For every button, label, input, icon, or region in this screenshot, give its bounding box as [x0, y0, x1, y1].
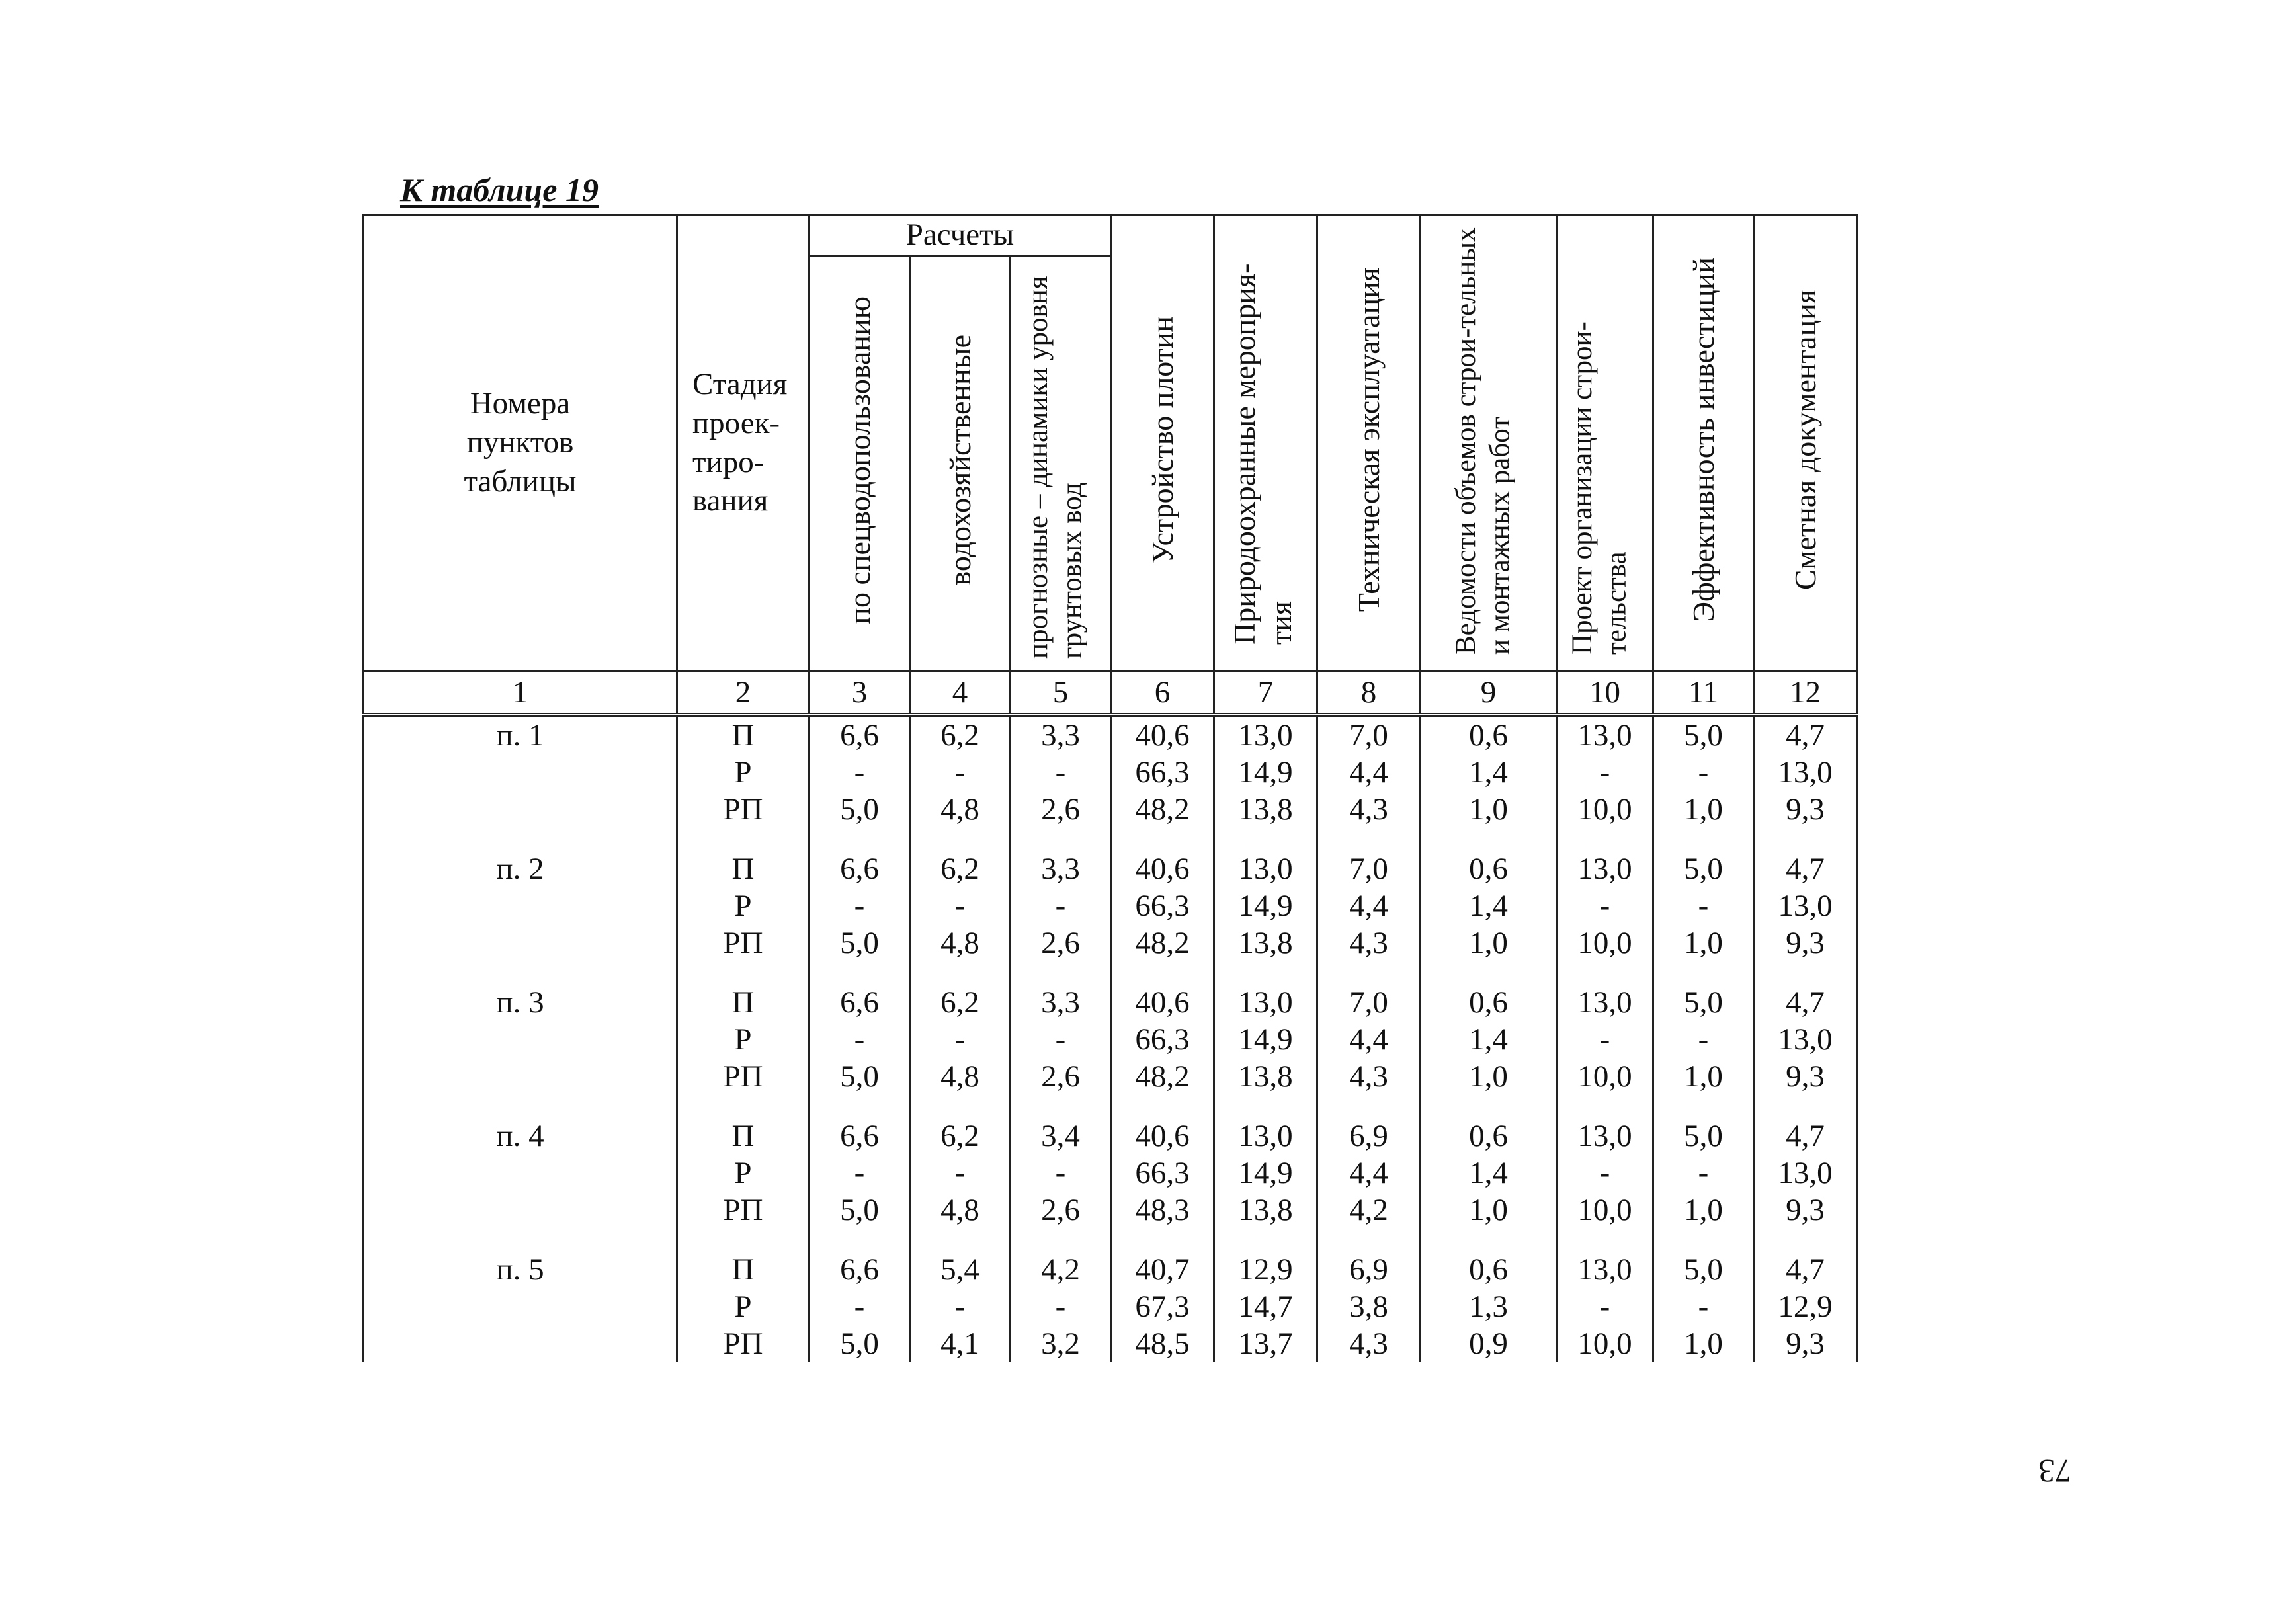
stage-cell: Р [677, 1155, 810, 1192]
stage-cell: Р [677, 754, 810, 791]
header-col1-line1: Номера [470, 386, 571, 421]
spacer-cell [1011, 1229, 1111, 1251]
column-number-11: 11 [1653, 671, 1754, 715]
value-cell: 2,6 [1011, 1058, 1111, 1095]
spacer-cell [1754, 961, 1857, 984]
value-cell: 3,3 [1011, 850, 1111, 887]
value-cell: 6,2 [910, 984, 1011, 1021]
table-row [364, 1325, 1857, 1362]
row-label: п. 2 [364, 850, 677, 887]
spacer-cell [1214, 961, 1317, 984]
value-cell: 4,4 [1317, 1021, 1421, 1058]
value-cell: 13,8 [1214, 924, 1317, 961]
header-col2-line4: вания [692, 483, 769, 518]
spacer-cell [677, 961, 810, 984]
value-cell: 3,2 [1011, 1325, 1111, 1362]
value-cell: 1,0 [1653, 791, 1754, 828]
page-number: 73 [2038, 1453, 2071, 1490]
value-cell: 66,3 [1111, 887, 1214, 924]
value-cell: 9,3 [1754, 1325, 1857, 1362]
value-cell: 2,6 [1011, 1192, 1111, 1229]
value-cell: 14,9 [1214, 1155, 1317, 1192]
value-cell: 13,0 [1214, 984, 1317, 1021]
value-cell: 4,2 [1317, 1192, 1421, 1229]
value-cell: - [1011, 887, 1111, 924]
header-col4: водохозяйственные [910, 256, 1011, 671]
value-cell: - [1653, 1155, 1754, 1192]
value-cell: - [1653, 887, 1754, 924]
row-label [364, 1021, 677, 1058]
value-cell: 13,0 [1214, 715, 1317, 754]
value-cell: - [910, 754, 1011, 791]
header-col2-line3: тиро- [692, 444, 765, 479]
column-number-1: 1 [364, 671, 677, 715]
value-cell: - [1011, 1021, 1111, 1058]
value-cell: 14,7 [1214, 1288, 1317, 1325]
column-number-8: 8 [1317, 671, 1421, 715]
spacer-cell [810, 961, 910, 984]
value-cell: 66,3 [1111, 754, 1214, 791]
value-cell: 5,0 [810, 791, 910, 828]
spacer-cell [810, 1229, 910, 1251]
group-spacer [364, 1229, 1857, 1251]
value-cell: 48,2 [1111, 791, 1214, 828]
value-cell: 13,0 [1754, 754, 1857, 791]
row-label [364, 887, 677, 924]
header-col2-line1: Стадия [692, 367, 788, 401]
header-col9: Ведомости объемов строи-тельных и монтажных работ [1421, 215, 1557, 671]
spacer-cell [1754, 1229, 1857, 1251]
value-cell: 14,9 [1214, 754, 1317, 791]
spacer-cell [810, 828, 910, 850]
value-cell: 13,8 [1214, 1058, 1317, 1095]
value-cell: - [810, 1155, 910, 1192]
value-cell: 1,3 [1421, 1288, 1557, 1325]
header-col1-text [364, 384, 676, 501]
header-group-calculations: Расчеты [810, 215, 1111, 256]
table-row [364, 1251, 1857, 1288]
spacer-cell [1421, 1095, 1557, 1117]
value-cell: - [910, 1288, 1011, 1325]
column-number-5: 5 [1011, 671, 1111, 715]
value-cell: - [1653, 1288, 1754, 1325]
table-row [364, 1117, 1857, 1155]
value-cell: 13,0 [1557, 1117, 1653, 1155]
value-cell: 6,6 [810, 1117, 910, 1155]
table-row [364, 715, 1857, 754]
value-cell: - [1653, 1021, 1754, 1058]
spacer-cell [1653, 1229, 1754, 1251]
value-cell: - [1557, 1155, 1653, 1192]
value-cell: 4,8 [910, 924, 1011, 961]
spacer-cell [1754, 1095, 1857, 1117]
value-cell: 67,3 [1111, 1288, 1214, 1325]
spacer-cell [364, 828, 677, 850]
value-cell: 13,0 [1754, 1155, 1857, 1192]
table-row [364, 1155, 1857, 1192]
spacer-cell [1557, 961, 1653, 984]
header-col11: Эффективность инвестиций [1653, 215, 1754, 671]
value-cell: 13,0 [1557, 850, 1653, 887]
value-cell: 6,9 [1317, 1251, 1421, 1288]
value-cell: 5,0 [1653, 850, 1754, 887]
value-cell: 10,0 [1557, 1058, 1653, 1095]
header-col5: прогнозные – динамики уровня грунтовых вод [1011, 256, 1111, 671]
value-cell: 40,7 [1111, 1251, 1214, 1288]
column-number-10: 10 [1557, 671, 1653, 715]
spacer-cell [1214, 1095, 1317, 1117]
row-label [364, 1058, 677, 1095]
spacer-cell [1011, 828, 1111, 850]
row-label [364, 1288, 677, 1325]
spacer-cell [364, 1095, 677, 1117]
value-cell: - [1011, 754, 1111, 791]
column-number-6: 6 [1111, 671, 1214, 715]
spacer-cell [1111, 1229, 1214, 1251]
stage-cell: П [677, 984, 810, 1021]
value-cell: 4,7 [1754, 984, 1857, 1021]
table-row [364, 924, 1857, 961]
row-label: п. 3 [364, 984, 677, 1021]
value-cell: 13,0 [1214, 850, 1317, 887]
value-cell: - [810, 1021, 910, 1058]
value-cell: 10,0 [1557, 1325, 1653, 1362]
value-cell: 10,0 [1557, 791, 1653, 828]
value-cell: 0,9 [1421, 1325, 1557, 1362]
value-cell: 3,3 [1011, 715, 1111, 754]
value-cell: 4,7 [1754, 1117, 1857, 1155]
column-number-3: 3 [810, 671, 910, 715]
spacer-cell [1421, 961, 1557, 984]
value-cell: 1,4 [1421, 754, 1557, 791]
value-cell: 9,3 [1754, 791, 1857, 828]
spacer-cell [1011, 961, 1111, 984]
header-stage [677, 215, 810, 671]
column-number-row [364, 671, 1857, 715]
row-label [364, 924, 677, 961]
spacer-cell [1317, 828, 1421, 850]
value-cell: 40,6 [1111, 715, 1214, 754]
spacer-cell [1111, 961, 1214, 984]
spacer-cell [1754, 828, 1857, 850]
value-cell: 2,6 [1011, 924, 1111, 961]
value-cell: 1,0 [1421, 1192, 1557, 1229]
spacer-cell [1111, 1095, 1214, 1117]
stage-cell: П [677, 850, 810, 887]
value-cell: - [1011, 1288, 1111, 1325]
spacer-cell [1214, 828, 1317, 850]
value-cell: 5,0 [810, 924, 910, 961]
spacer-cell [1317, 1229, 1421, 1251]
value-cell: 13,8 [1214, 791, 1317, 828]
value-cell: 48,3 [1111, 1192, 1214, 1229]
spacer-cell [364, 1229, 677, 1251]
header-col10: Проект организации строи-тельства [1557, 215, 1653, 671]
spacer-cell [910, 1229, 1011, 1251]
value-cell: 3,4 [1011, 1117, 1111, 1155]
header-row-numbers [364, 215, 677, 671]
stage-cell: РП [677, 1058, 810, 1095]
value-cell: 5,0 [810, 1058, 910, 1095]
value-cell: 4,4 [1317, 887, 1421, 924]
value-cell: 1,4 [1421, 1021, 1557, 1058]
table-row [364, 1058, 1857, 1095]
spacer-cell [1557, 1095, 1653, 1117]
header-col7: Природоохранные мероприя-тия [1214, 215, 1317, 671]
value-cell: - [1011, 1155, 1111, 1192]
value-cell: 9,3 [1754, 1192, 1857, 1229]
value-cell: 5,0 [1653, 715, 1754, 754]
value-cell: 4,7 [1754, 850, 1857, 887]
table-caption: К таблице 19 [400, 171, 599, 208]
header-col12: Сметная документация [1754, 215, 1857, 671]
value-cell: 2,6 [1011, 791, 1111, 828]
value-cell: - [1557, 1288, 1653, 1325]
value-cell: 1,0 [1653, 924, 1754, 961]
spacer-cell [1317, 961, 1421, 984]
value-cell: 1,0 [1653, 1192, 1754, 1229]
spacer-cell [1214, 1229, 1317, 1251]
data-table [362, 214, 1858, 1362]
spacer-cell [1317, 1095, 1421, 1117]
value-cell: 7,0 [1317, 850, 1421, 887]
value-cell: 6,9 [1317, 1117, 1421, 1155]
value-cell: 6,6 [810, 715, 910, 754]
value-cell: 10,0 [1557, 1192, 1653, 1229]
column-number-7: 7 [1214, 671, 1317, 715]
value-cell: - [910, 887, 1011, 924]
table-row [364, 1288, 1857, 1325]
table-row [364, 850, 1857, 887]
spacer-cell [1421, 1229, 1557, 1251]
stage-cell: РП [677, 1192, 810, 1229]
spacer-cell [910, 1095, 1011, 1117]
value-cell: 4,8 [910, 1058, 1011, 1095]
value-cell: 6,2 [910, 850, 1011, 887]
value-cell: 48,2 [1111, 1058, 1214, 1095]
spacer-cell [910, 828, 1011, 850]
value-cell: 4,3 [1317, 791, 1421, 828]
value-cell: 0,6 [1421, 1251, 1557, 1288]
stage-cell: П [677, 715, 810, 754]
stage-cell: РП [677, 1325, 810, 1362]
header-col2-line2: проек- [692, 405, 780, 440]
value-cell: 0,6 [1421, 1117, 1557, 1155]
value-cell: 4,3 [1317, 1058, 1421, 1095]
value-cell: 1,4 [1421, 887, 1557, 924]
group-spacer [364, 961, 1857, 984]
value-cell: 9,3 [1754, 1058, 1857, 1095]
value-cell: 10,0 [1557, 924, 1653, 961]
stage-cell: П [677, 1117, 810, 1155]
spacer-cell [1653, 961, 1754, 984]
value-cell: 6,2 [910, 715, 1011, 754]
column-number-9: 9 [1421, 671, 1557, 715]
value-cell: - [810, 887, 910, 924]
value-cell: 6,6 [810, 850, 910, 887]
value-cell: - [810, 1288, 910, 1325]
table-row [364, 984, 1857, 1021]
table-row [364, 754, 1857, 791]
value-cell: - [1557, 754, 1653, 791]
value-cell: 1,0 [1653, 1058, 1754, 1095]
value-cell: 48,5 [1111, 1325, 1214, 1362]
stage-cell: РП [677, 924, 810, 961]
table-row [364, 887, 1857, 924]
value-cell: 0,6 [1421, 984, 1557, 1021]
value-cell: 14,9 [1214, 1021, 1317, 1058]
spacer-cell [1653, 1095, 1754, 1117]
value-cell: - [910, 1155, 1011, 1192]
value-cell: 1,0 [1653, 1325, 1754, 1362]
value-cell: 3,3 [1011, 984, 1111, 1021]
value-cell: 5,0 [1653, 984, 1754, 1021]
row-label: п. 4 [364, 1117, 677, 1155]
value-cell: 4,4 [1317, 754, 1421, 791]
value-cell: 4,3 [1317, 924, 1421, 961]
value-cell: 4,1 [910, 1325, 1011, 1362]
spacer-cell [677, 1229, 810, 1251]
stage-cell: Р [677, 887, 810, 924]
value-cell: - [910, 1021, 1011, 1058]
value-cell: 0,6 [1421, 715, 1557, 754]
spacer-cell [677, 828, 810, 850]
stage-cell: Р [677, 1021, 810, 1058]
value-cell: - [1557, 887, 1653, 924]
value-cell: 13,0 [1754, 887, 1857, 924]
value-cell: 4,4 [1317, 1155, 1421, 1192]
value-cell: 5,0 [1653, 1251, 1754, 1288]
spacer-cell [364, 961, 677, 984]
value-cell: 4,8 [910, 1192, 1011, 1229]
spacer-cell [677, 1095, 810, 1117]
spacer-cell [1111, 828, 1214, 850]
value-cell: 6,6 [810, 984, 910, 1021]
column-number-4: 4 [910, 671, 1011, 715]
value-cell: 7,0 [1317, 715, 1421, 754]
row-label [364, 791, 677, 828]
header-col3: по спецводопользованию [810, 256, 910, 671]
row-label [364, 1155, 677, 1192]
value-cell: 9,3 [1754, 924, 1857, 961]
spacer-cell [1653, 828, 1754, 850]
value-cell: 1,0 [1421, 924, 1557, 961]
value-cell: 1,0 [1421, 1058, 1557, 1095]
value-cell: 3,8 [1317, 1288, 1421, 1325]
value-cell: 4,8 [910, 791, 1011, 828]
header-col1-line3: таблицы [464, 464, 577, 499]
value-cell: 5,0 [1653, 1117, 1754, 1155]
row-label [364, 1192, 677, 1229]
row-label: п. 1 [364, 715, 677, 754]
value-cell: 13,0 [1754, 1021, 1857, 1058]
value-cell: 6,6 [810, 1251, 910, 1288]
value-cell: 4,2 [1011, 1251, 1111, 1288]
stage-cell: Р [677, 1288, 810, 1325]
value-cell: 4,7 [1754, 1251, 1857, 1288]
value-cell: 5,0 [810, 1325, 910, 1362]
value-cell: 66,3 [1111, 1155, 1214, 1192]
value-cell: 40,6 [1111, 1117, 1214, 1155]
value-cell: - [1557, 1021, 1653, 1058]
value-cell: 1,0 [1421, 791, 1557, 828]
column-number-12: 12 [1754, 671, 1857, 715]
value-cell: 12,9 [1214, 1251, 1317, 1288]
value-cell: 13,0 [1214, 1117, 1317, 1155]
group-spacer [364, 828, 1857, 850]
spacer-cell [1421, 828, 1557, 850]
value-cell: 13,0 [1557, 715, 1653, 754]
header-col1-line2: пунктов [466, 425, 574, 460]
value-cell: 13,7 [1214, 1325, 1317, 1362]
row-label [364, 754, 677, 791]
row-label [364, 1325, 677, 1362]
value-cell: - [810, 754, 910, 791]
value-cell: 40,6 [1111, 984, 1214, 1021]
header-col8: Техническая эксплуатация [1317, 215, 1421, 671]
spacer-cell [910, 961, 1011, 984]
table-row [364, 791, 1857, 828]
value-cell: 40,6 [1111, 850, 1214, 887]
spacer-cell [1011, 1095, 1111, 1117]
value-cell: 5,4 [910, 1251, 1011, 1288]
value-cell: 0,6 [1421, 850, 1557, 887]
value-cell: 4,7 [1754, 715, 1857, 754]
value-cell: 7,0 [1317, 984, 1421, 1021]
value-cell: 12,9 [1754, 1288, 1857, 1325]
header-col6: Устройство плотин [1111, 215, 1214, 671]
stage-cell: П [677, 1251, 810, 1288]
column-number-2: 2 [677, 671, 810, 715]
stage-cell: РП [677, 791, 810, 828]
spacer-cell [1557, 1229, 1653, 1251]
spacer-cell [810, 1095, 910, 1117]
row-label: п. 5 [364, 1251, 677, 1288]
value-cell: 4,3 [1317, 1325, 1421, 1362]
value-cell: 14,9 [1214, 887, 1317, 924]
value-cell: 13,0 [1557, 1251, 1653, 1288]
value-cell: 48,2 [1111, 924, 1214, 961]
group-spacer [364, 1095, 1857, 1117]
value-cell: - [1653, 754, 1754, 791]
value-cell: 1,4 [1421, 1155, 1557, 1192]
value-cell: 5,0 [810, 1192, 910, 1229]
table-row [364, 1192, 1857, 1229]
value-cell: 13,0 [1557, 984, 1653, 1021]
value-cell: 13,8 [1214, 1192, 1317, 1229]
spacer-cell [1557, 828, 1653, 850]
value-cell: 6,2 [910, 1117, 1011, 1155]
value-cell: 66,3 [1111, 1021, 1214, 1058]
table-row [364, 1021, 1857, 1058]
